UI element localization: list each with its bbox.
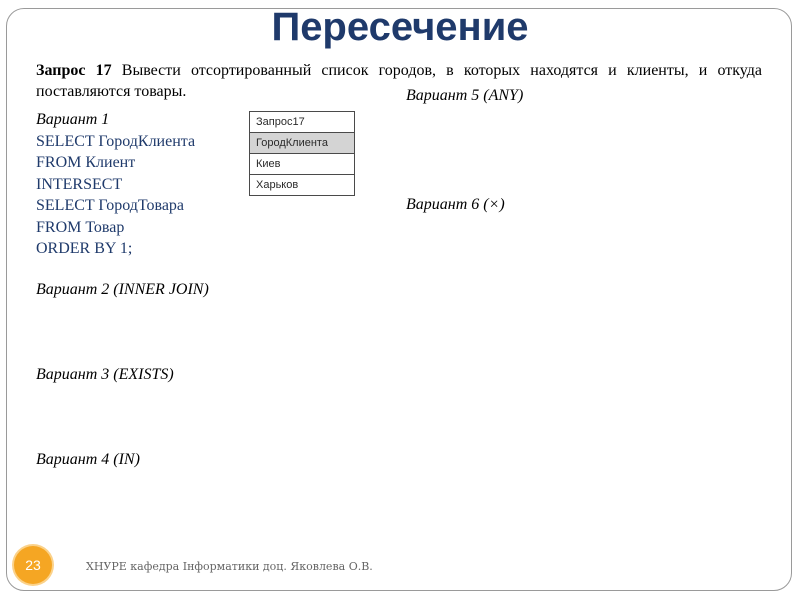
sql-line: ORDER BY 1; [36,240,133,257]
sql-line: SELECT ГородКлиента [36,132,196,150]
sql-line: SELECT ГородТовара [36,197,185,214]
variant-2-label: Вариант 2 (INNER JOIN) [36,281,209,298]
table-caption-row [250,112,355,133]
sql-line: FROM Клиент [36,154,136,171]
column-header: ГородКлиента [250,133,355,154]
sql-line: INTERSECT [36,175,123,193]
table-row [250,175,355,196]
task-text: Вывести отсортированный список городов, в которых находятся и клиенты, и откуда поставляются товары. [36,62,763,100]
table-cell: Киев [250,154,355,175]
table-row [250,154,355,175]
table-caption: Запрос17 [250,112,355,133]
variant-3-label: Вариант 3 (EXISTS) [36,366,174,383]
variant-4-label: Вариант 4 (IN) [36,451,140,468]
task-statement [36,60,762,102]
variant-5-label: Вариант 5 (ANY) [406,87,524,104]
slide-title: Пересечение [271,5,529,49]
query-result-table [249,111,355,196]
variant-1-block [36,109,195,260]
task-label: Запрос 17 [36,62,112,79]
page-number-badge: 23 [14,546,52,584]
table-header-row [250,133,355,154]
footer-text: ХНУРЕ кафедра Інформатики доц. Яковлева О.В. [86,560,373,573]
variant-6-label: Вариант 6 (×) [406,196,505,213]
sql-line: FROM Товар [36,218,125,236]
table-cell: Харьков [250,175,355,196]
variant-1-label: Вариант 1 [36,111,110,128]
